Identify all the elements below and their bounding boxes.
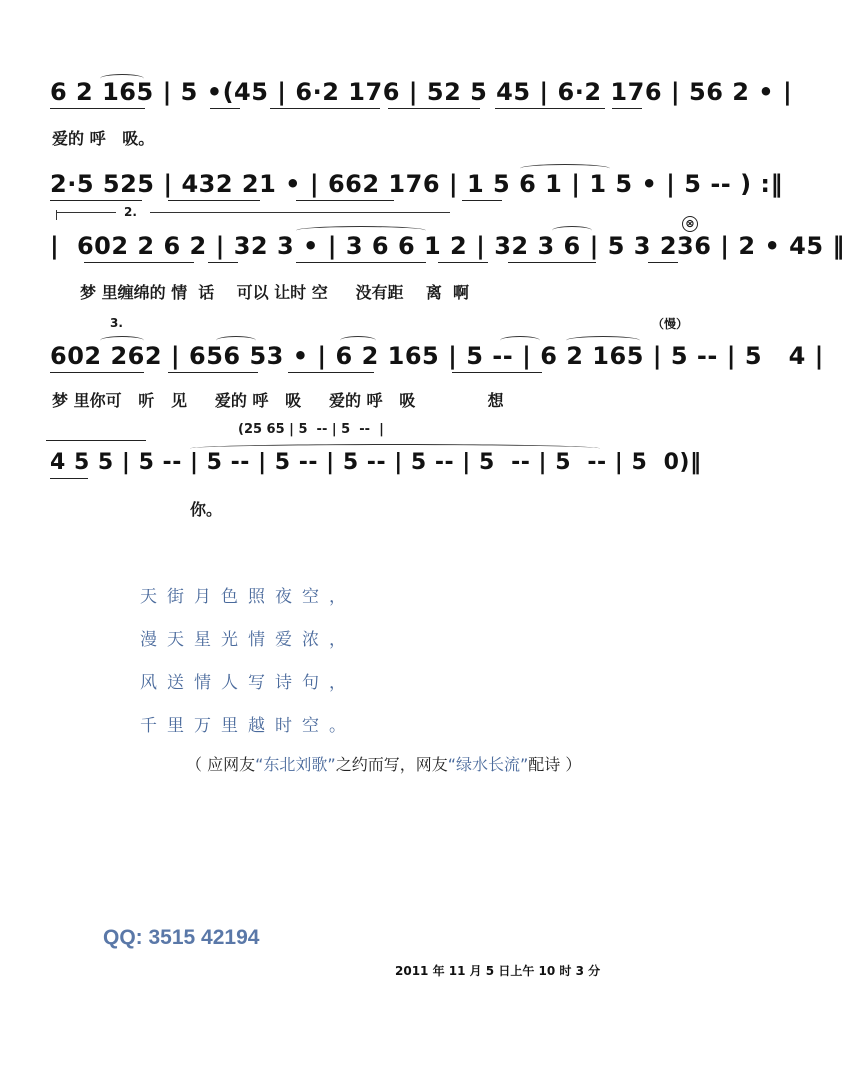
beam-underline: [438, 262, 488, 263]
volta-2-line: [150, 212, 450, 213]
tempo-slow-label: （慢）: [652, 317, 689, 331]
score-line-1-notes: 6 2 165 | 5 •(45 | 6·2 176 | 52 5 45 | 6·2 176 | 56 2 • |: [50, 78, 793, 106]
beam-underline: [612, 108, 642, 109]
poem-line-2: 漫天星光情爱浓，: [140, 630, 356, 650]
beam-underline: [210, 108, 240, 109]
bracket-fill-notes: (25 65 | 5 -- | 5 -- |: [238, 422, 384, 437]
credit-line: [186, 752, 581, 775]
beam-underline: [50, 200, 142, 201]
beam-underline: [452, 372, 542, 373]
credit-close: 配诗 ）: [528, 755, 582, 774]
score-line-2-notes: 2·5 525 | 432 21 • | 662 176 | 1 5 6 1 | 1 5 • | 5 -- ) :‖: [50, 170, 784, 198]
qq-contact: QQ: 3515 42194: [103, 926, 260, 949]
beam-underline: [84, 262, 194, 263]
beam-underline: [50, 478, 88, 479]
beam-underline: [270, 108, 380, 109]
score-line-1-lyrics: 爱的 呼 吸。: [52, 129, 155, 148]
poem-line-4: 千里万里越时空。: [140, 716, 356, 736]
score-line-3-lyrics: 梦 里缠绵的 情 话 可以 让时 空 没有距 离 啊: [80, 283, 469, 302]
beam-underline: [388, 108, 480, 109]
beam-overline: [46, 440, 146, 441]
beam-underline: [288, 372, 374, 373]
poem-line-1: 天街月色照夜空，: [140, 587, 356, 607]
beam-underline: [168, 372, 258, 373]
beam-underline: [296, 200, 394, 201]
slur: [100, 74, 144, 83]
slur: [100, 336, 144, 345]
volta-3-label: 3.: [110, 316, 123, 330]
credit-friend-2: “绿水长流”: [447, 755, 529, 774]
beam-underline: [50, 108, 145, 109]
footer-date: 2011 年 11 月 5 日上午 10 时 3 分: [395, 964, 601, 978]
score-line-4-notes: 602 262 | 656 53 • | 6 2 165 | 5 -- | 6 2 165 | 5 -- | 5 4 |: [50, 342, 824, 370]
beam-underline: [648, 262, 678, 263]
beam-underline: [462, 200, 502, 201]
volta-2-line: [56, 212, 116, 213]
tie: [520, 164, 610, 173]
beam-underline: [208, 262, 238, 263]
slur: [500, 336, 540, 345]
beam-underline: [168, 200, 260, 201]
score-line-4-lyrics: 梦 里你可 听 见 爱的 呼 吸 爱的 呼 吸 想: [52, 391, 504, 410]
coda-mark: ⊗: [682, 216, 698, 232]
volta-2-label: 2.: [124, 205, 137, 219]
beam-underline: [508, 262, 596, 263]
poem-line-3: 风送情人写诗句，: [140, 673, 356, 693]
slur: [340, 336, 376, 345]
tie: [190, 444, 600, 453]
tie: [566, 336, 640, 345]
credit-mid: 之约而写，网友: [335, 755, 448, 774]
slur: [552, 226, 592, 235]
score-line-5-notes: 4 5 5 | 5 -- | 5 -- | 5 -- | 5 -- | 5 -- | 5 -- | 5 -- | 5 0)‖: [50, 450, 702, 475]
slur: [216, 336, 256, 345]
beam-underline: [495, 108, 605, 109]
credit-open: （ 应网友: [186, 755, 256, 774]
credit-friend-1: “东北刘歌”: [255, 755, 336, 774]
slur: [296, 226, 426, 235]
score-line-3-notes: | 602 2 6 2 | 32 3 • | 3 6 6 1 2 | 32 3 6 | 5 3 236 | 2 • 45 ‖: [50, 232, 845, 260]
beam-underline: [296, 262, 426, 263]
beam-underline: [50, 372, 144, 373]
score-line-5-lyrics: 你。: [190, 500, 223, 519]
